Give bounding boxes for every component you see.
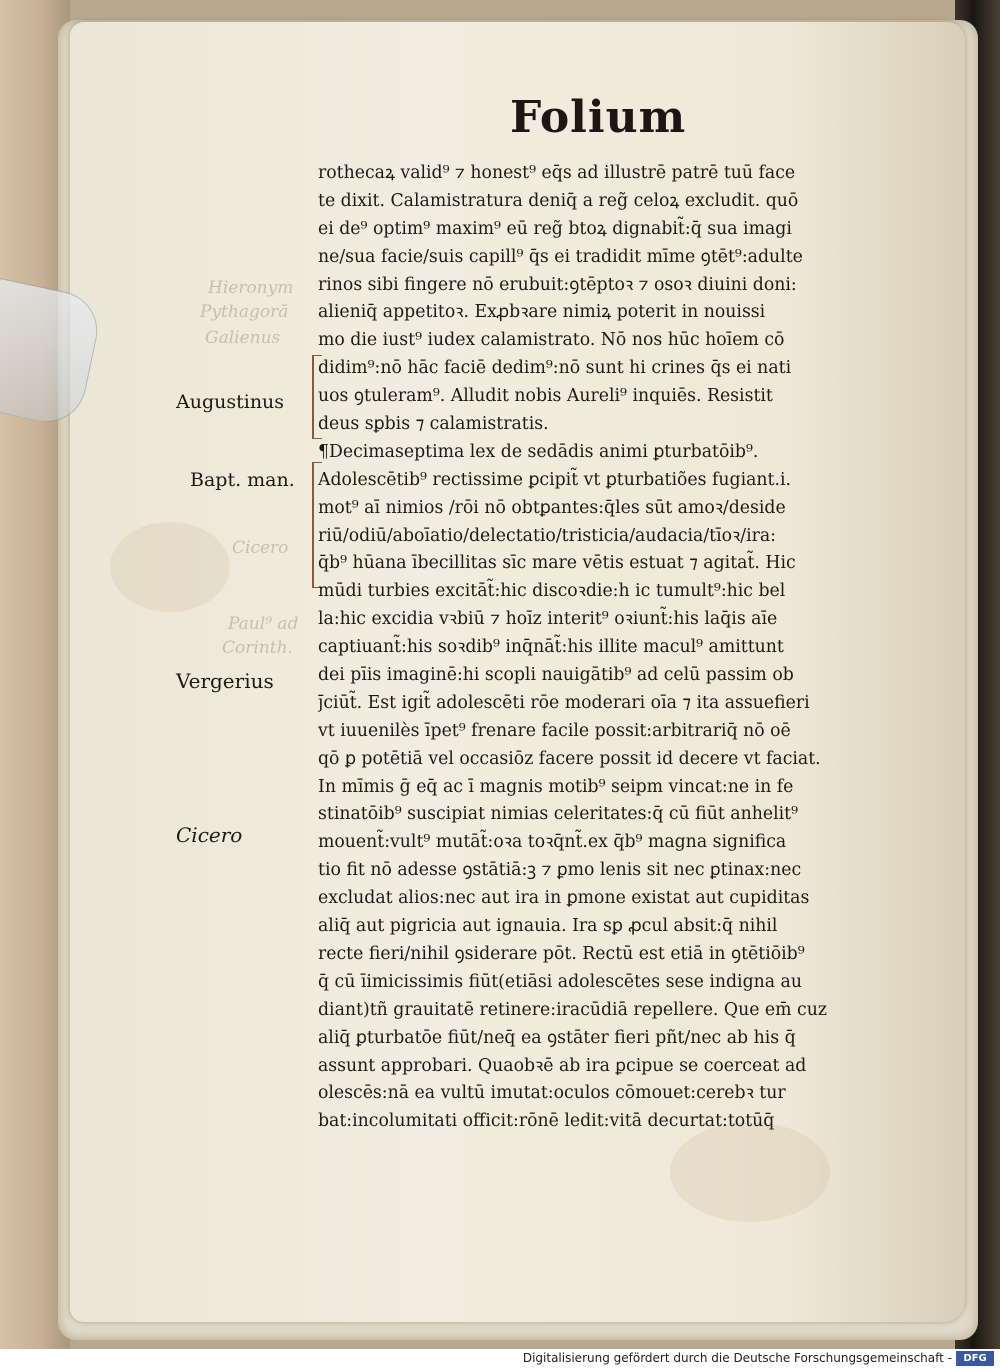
text-line: riū/odiū/aboīatio/delectatio/tristicia/audacia/tīoꝛ/ira: — [318, 525, 776, 546]
text-line: aliq̄ ꝑturbatōe fiūt/neq̄ ea ꝯstāter fieri pñt/nec ab his q̄ — [318, 1027, 796, 1048]
show-through-text: Cicero — [232, 538, 289, 558]
show-through-text: Pythagorā — [200, 302, 289, 322]
text-line: aliq̄ aut pigricia aut ignauia. Ira sꝑ ꝓcul absit:q̄ nihil — [318, 916, 778, 937]
text-line: vt iuuenilès īpet⁹ frenare facile possit:arbitrariq̄ nō oē — [318, 720, 791, 741]
marginal-note-cicero: Cicero — [176, 823, 243, 847]
show-through-text: Paul⁹ ad — [228, 614, 299, 634]
text-line: dei pīis imaginē:hi scopli nauigātib⁹ ad celū passim ob — [318, 665, 794, 686]
text-line: assunt approbari. Quaobꝛē ab ira ꝑcipue se coerceat ad — [318, 1055, 807, 1076]
text-line: mo die iust⁹ iudex calamistrato. Nō nos hūc hoīem cō — [318, 330, 785, 351]
text-line: q̄b⁹ hūana ībecillitas sīc mare vētis estuat ⁊ agitat̃. Hic — [318, 553, 796, 574]
marginal-note-vergerius: Vergerius — [176, 669, 274, 693]
page-header-folium: Folium — [510, 92, 687, 143]
dfg-logo: DFG — [956, 1351, 994, 1366]
text-line: te dixit. Calamistratura deniq̄ a reg̃ celoꝝ excludit. quō — [318, 190, 799, 211]
marginal-note-augustinus: Augustinus — [176, 391, 285, 413]
show-through-text: Corinth. — [222, 638, 293, 658]
text-line: didim⁹:nō hāc faciē dedim⁹:nō sunt hi crines q̄s ei nati — [318, 358, 792, 379]
text-line: alieniq̄ appetitoꝛ. Exꝓbꝛare nimiꝝ poterit in nouissi — [318, 302, 766, 323]
text-line: mūdi turbies excitāt̃:hic discoꝛdie:h ic tumult⁹:hic bel — [318, 581, 786, 602]
section-heading: ¶Decimaseptima lex de sedādis animi ꝑturbatōib⁹. — [318, 441, 759, 462]
text-line: stinatōib⁹ suscipiat nimias celeritates:q̄ cū fiūt anhelit⁹ — [318, 804, 798, 825]
text-line: ne/sua facie/suis capill⁹ q̄s ei tradidit mīme ꝯtēt⁹:adulte — [318, 246, 803, 267]
text-line: mouent̃:vult⁹ mutāt̃:oꝛa toꝛq̄nt̃.ex q̄b⁹ magna significa — [318, 832, 787, 853]
main-text-column — [318, 160, 903, 1136]
text-line: excludat alios:nec aut ira in ꝑmone existat aut cupiditas — [318, 888, 810, 909]
text-line: olescēs:nā ea vultū imutat:oculos cōmouet:cerebꝛ tur — [318, 1083, 786, 1104]
text-line: bat:incolumitati officit:rōnē ledit:vitā decurtat:totūq̄ — [318, 1111, 775, 1132]
text-line: deus sꝑbis ⁊ calamistratis. — [318, 414, 549, 435]
marginal-note-bapt-man: Bapt. man. — [190, 469, 295, 491]
text-line: In mīmis ḡ eq̄ ac ī magnis motib⁹ seipm vincat:ne in fe — [318, 776, 794, 797]
text-line: captiuant̃:his soꝛdib⁹ inq̄nāt̃:his illite macul⁹ amittunt — [318, 637, 784, 658]
text-line: recte fieri/nihil ꝯsiderare pōt. Rectū est etiā in ꝯtētiōib⁹ — [318, 943, 805, 964]
show-through-text: Galienus — [205, 328, 281, 348]
text-line: ei de⁹ optim⁹ maxim⁹ eū reg̃ btoꝝ dignabit̃:q̄ sua imagi — [318, 218, 792, 239]
text-line: ȷ̄ciūt̃. Est igit̃ adolescēti rōe moderari oīa ⁊ ita assuefieri — [318, 692, 810, 713]
show-through-text: Hieronym — [208, 278, 294, 298]
text-line: rinos sibi fingere nō erubuit:ꝯtēptoꝛ ⁊ osoꝛ diuini doni: — [318, 274, 797, 295]
digitization-footer — [0, 1349, 1000, 1369]
text-line: Adolescētib⁹ rectissime ꝑcipit̃ vt ꝑturbatiões fugiant.i. — [318, 469, 791, 490]
text-line: qō ꝑ potētiā vel occasiōz facere possit id decere vt faciat. — [318, 748, 821, 769]
text-line: tio fit nō adesse ꝯstātiā:ꝫ ⁊ ꝑmo lenis sit nec ꝑtinax:nec — [318, 860, 802, 881]
text-line: mot⁹ aī nimios /rōi nō obtꝑantes:q̄les sūt amoꝛ/deside — [318, 497, 786, 518]
text-line: rothecaꝝ valid⁹ ⁊ honest⁹ eq̄s ad illustrē patrē tuū face — [318, 163, 796, 183]
text-line: q̄ cū īimicissimis fiūt(etiāsi adolescētes sese indigna au — [318, 971, 802, 992]
text-line: la:hic excidia vꝛbiū ⁊ hoīz interit⁹ oꝛiunt̃:his laq̄is aīe — [318, 609, 778, 630]
text-line: uos ꝯtuleram⁹. Alludit nobis Aureli⁹ inquiēs. Resistit — [318, 386, 773, 407]
funding-credit: Digitalisierung gefördert durch die Deutsche Forschungsgemeinschaft - — [522, 1351, 952, 1365]
text-line: diant)tñ grauitatē retinere:iracūdiā repellere. Que em̄ cuz — [318, 999, 827, 1020]
